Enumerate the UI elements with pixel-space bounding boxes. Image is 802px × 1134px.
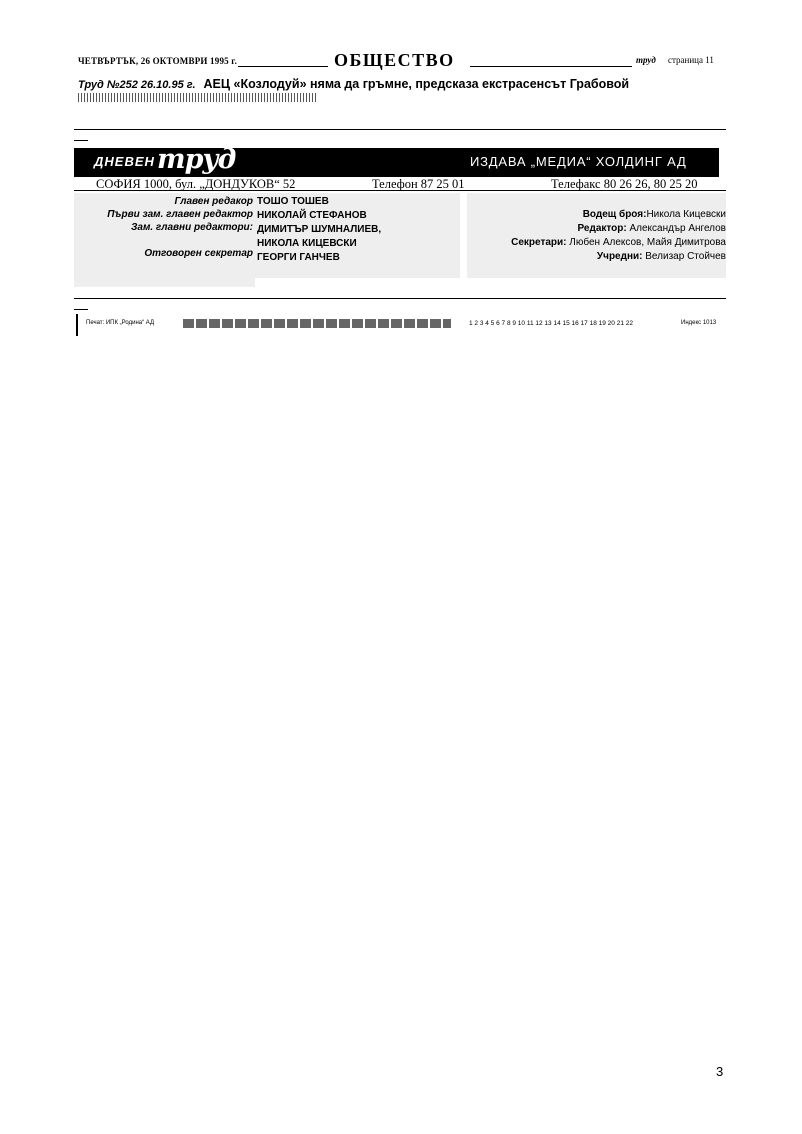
masthead-publisher: ИЗДАВА „МЕДИА“ ХОЛДИНГ АД	[470, 154, 687, 169]
staff-right-row	[577, 223, 726, 234]
print-info-bar	[76, 314, 78, 336]
staff-right-value: Александър Ангелов	[629, 223, 726, 234]
print-info-label: Печат: ИПК „Родина“ АД	[86, 320, 155, 326]
header-rule-right	[470, 66, 632, 67]
masthead-prefix: ДНЕВЕН	[94, 154, 155, 169]
staff-right-label: Водещ броя:	[582, 209, 647, 220]
page-number: 3	[716, 1064, 724, 1079]
masthead-address: СОФИЯ 1000, бул. „ДОНДУКОВ“ 52	[96, 177, 296, 191]
staff-role: Отговорен секретар	[144, 248, 253, 259]
staff-right-row	[511, 237, 726, 248]
masthead-phone: Телефон 87 25 01	[372, 177, 465, 191]
citation-source: Труд №252 26.10.95 г.	[78, 79, 196, 91]
masthead-logo: труд	[157, 144, 236, 175]
header-logo: труд	[636, 55, 656, 65]
staff-right-label: Редактор:	[577, 223, 627, 234]
rule-tick-top	[74, 140, 88, 141]
staff-name: НИКОЛАЙ СТЕФАНОВ	[257, 210, 367, 221]
staff-right-label: Секретари:	[511, 237, 567, 248]
staff-panel-right	[467, 193, 726, 278]
address-rule	[74, 190, 726, 191]
header-page-label: страница 11	[668, 55, 714, 65]
staff-right-value: Любен Алексов, Майя Димитрова	[569, 237, 726, 248]
rule-tick-bottom	[74, 309, 88, 310]
staff-panel-left-extension	[74, 278, 255, 287]
staff-name: ТОШО ТОШЕВ	[257, 196, 329, 207]
staff-right-label: Учредни:	[596, 251, 643, 262]
masthead-fax: Телефакс 80 26 26, 80 25 20	[551, 177, 698, 191]
masthead-bar	[74, 144, 719, 177]
divider-top	[74, 129, 726, 130]
staff-role: Зам. главни редактори:	[130, 222, 253, 233]
barcode-strip	[78, 93, 316, 102]
section-title: ОБЩЕСТВО	[334, 50, 455, 70]
staff-right-value: Велизар Стойчев	[645, 251, 726, 262]
header-date: ЧЕТВЪРТЪК, 26 ОКТОМВРИ 1995 г.	[78, 56, 238, 66]
staff-role: Първи зам. главен редактор	[107, 209, 253, 220]
staff-name: ДИМИТЪР ШУМНАЛИЕВ,	[257, 224, 382, 235]
staff-right-row	[583, 209, 726, 220]
article-citation	[78, 77, 629, 91]
staff-right-value: Никола Кицевски	[646, 209, 726, 220]
divider-bottom	[74, 298, 726, 299]
staff-role: Главен редакор	[174, 196, 253, 207]
staff-name: ГЕОРГИ ГАНЧЕВ	[257, 252, 340, 263]
print-index: Индекс 1013	[681, 320, 717, 326]
staff-right-row	[597, 251, 726, 262]
header-rule-left	[238, 66, 328, 67]
citation-headline: АЕЦ «Козлодуй» няма да гръмне, предсказа екстрасенсът Грабовой	[203, 77, 630, 91]
print-dots-strip	[183, 319, 451, 328]
staff-name: НИКОЛА КИЦЕВСКИ	[257, 238, 357, 249]
issue-numbers: 1 2 3 4 5 6 7 8 9 10 11 12 13 14 15 16 17 18 19 20 21 22	[469, 320, 633, 327]
